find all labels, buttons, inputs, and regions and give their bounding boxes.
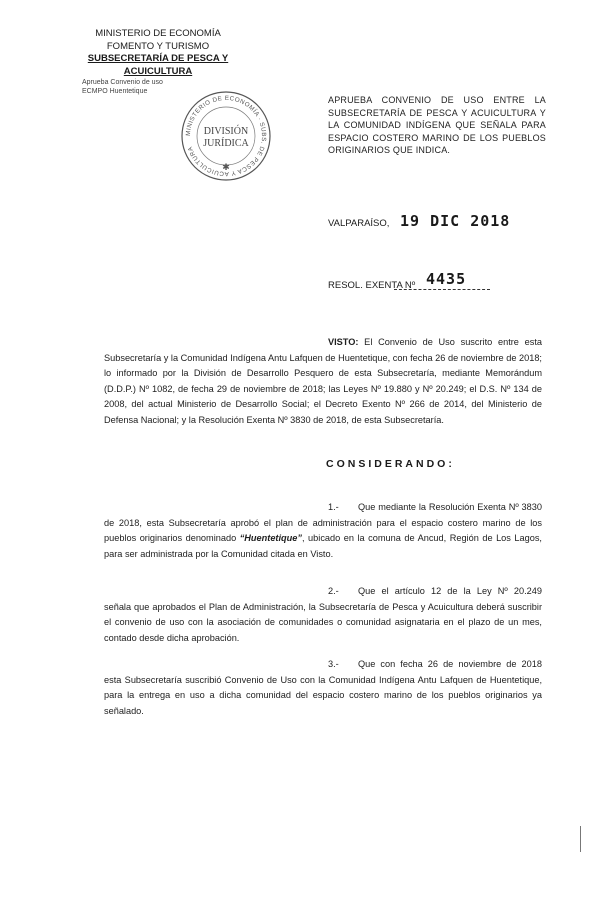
visto-text: El Convenio de Uso suscrito entre esta Subsecretaría y la Comunidad Indígena Antu Lafquen de Huentetique, con fecha 26 de noviembre de 2018; lo informado por la División de Desarrollo Pesquero de esta Subsecretaría, mediante Memorándum (D.D.P.) Nº 1082, de fecha 29 de noviembre de 2018; las Leyes Nº 19.880 y Nº 20.249; el D.S. Nº 134 de 2008, del actual Ministerio de Desarrollo Social; el Decreto Exento Nº 266 de 2014, del Ministerio de Defensa Nacional; y la Resolución Exenta Nº 3830 de 2018, de esta Subsecretaría. <box>104 337 542 425</box>
considerando-1 <box>104 500 542 562</box>
considerando-3 <box>104 657 542 719</box>
considerando-1-highlight: “Huentetique” <box>239 533 302 544</box>
considerando-3-number: 3.- <box>328 659 339 669</box>
considerando-1-number: 1.- <box>328 502 339 512</box>
resolution-underline <box>394 289 490 290</box>
visto-paragraph <box>104 335 542 429</box>
place-label: VALPARAÍSO, <box>328 218 390 229</box>
subsecretaria-name: SUBSECRETARÍA DE PESCA Y ACUICULTURA <box>87 53 229 77</box>
considerando-2-number: 2.- <box>328 586 339 596</box>
stamp-line-1: DIVISIÓN <box>203 126 249 137</box>
considerando-3-text: Que con fecha 26 de noviembre de 2018 esta Subsecretaría suscribió Convenio de Uso con la Comunidad Indígena Antu Lafquen de Huentetique, para la entrega en uso a dicha comunidad del espacio costero marino de los pueblos originarios ya señalado. <box>104 659 542 716</box>
stamp-ring-text: MINISTERIO DE ECONOMÍA · SUBS. DE PESCA Y ACUICULTURA <box>184 94 268 178</box>
considerando-1-text-b: , ubicado en la comuna de Ancud, Región de Los Lagos, para ser administrada por la Comunidad citada en Visto. <box>104 533 542 559</box>
considerando-1-text-a: Que mediante la Resolución Exenta Nº 3830 de 2018, esta Subsecretaría aprobó el plan de administración para el espacio costero marino de los pueblos originarios denominado <box>104 502 542 544</box>
star-icon: ✱ <box>222 162 230 172</box>
ministry-name: MINISTERIO DE ECONOMÍA <box>95 28 221 39</box>
considerando-2 <box>104 584 542 646</box>
considerando-2-text: Que el artículo 12 de la Ley Nº 20.249 señala que aprobados el Plan de Administración, la Subsecretaría de Pesca y Acuicultura deberá suscribir el convenio de uso con la asociación de comunidades o comunidad asignataria en el plazo de un mes, contado desde dicha aprobación. <box>104 586 542 643</box>
date-stamp: 19 DIC 2018 <box>400 212 511 230</box>
resolution-label: RESOL. EXENTA Nº <box>328 280 416 291</box>
reference-line-1: Aprueba Convenio de uso <box>82 79 163 86</box>
resolution-number: 4435 <box>426 270 467 288</box>
visto-label: VISTO: <box>328 337 359 347</box>
stamp-line-2: JURÍDICA <box>203 138 249 149</box>
reference-line-2: ECMPO Huentetique <box>82 88 148 95</box>
letterhead <box>58 28 258 96</box>
ministry-subtitle: FOMENTO Y TURISMO <box>106 40 210 52</box>
division-juridica-stamp <box>178 88 274 184</box>
resolution-subject: APRUEBA CONVENIO DE USO ENTRE LA SUBSECRETARÍA DE PESCA Y ACUICULTURA Y LA COMUNIDAD INDÍGENA QUE SEÑALA PARA ESPACIO COSTERO MARINO DE LOS PUEBLOS ORIGINARIOS QUE INDICA. <box>328 95 546 156</box>
considerando-title: CONSIDERANDO: <box>326 458 455 470</box>
margin-mark <box>580 826 581 852</box>
